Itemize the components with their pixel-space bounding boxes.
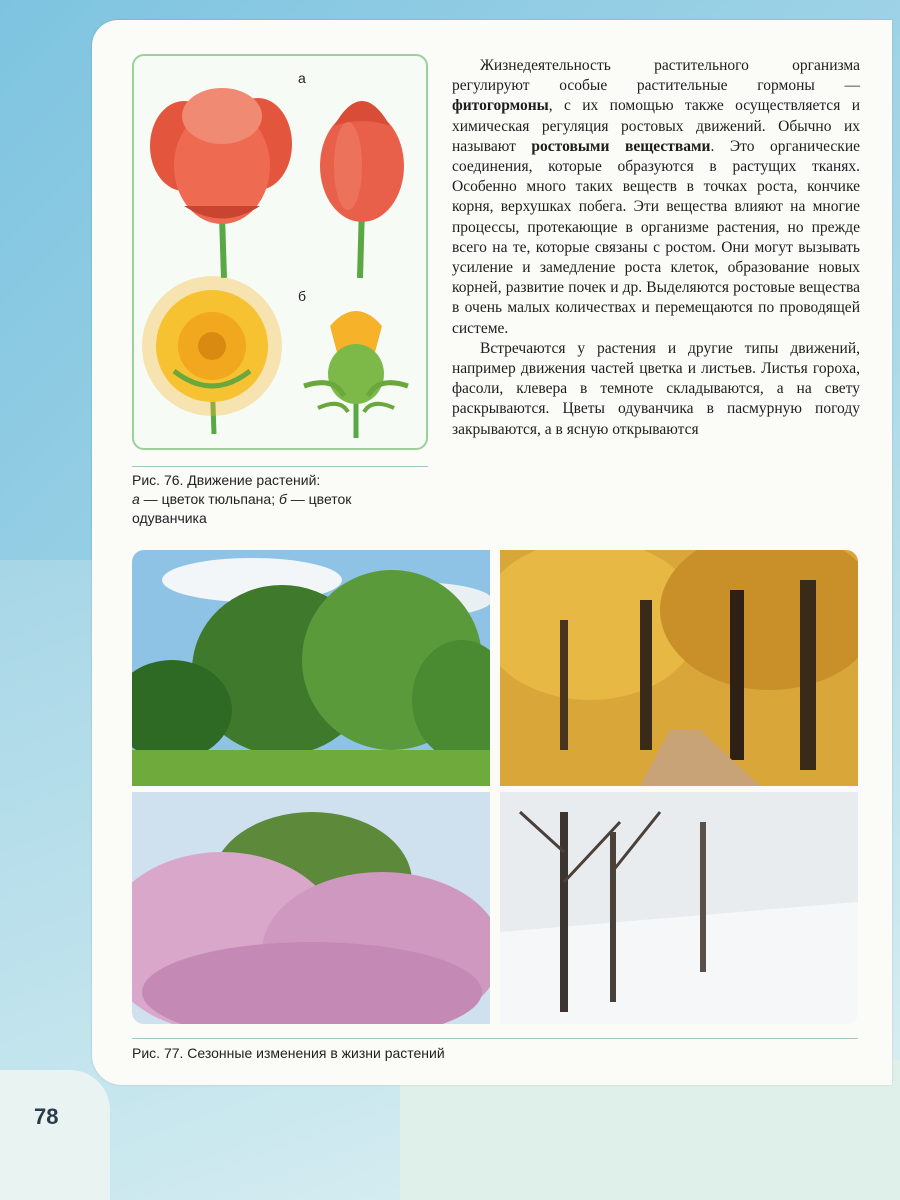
caption-rule	[132, 1038, 858, 1039]
figure-77-caption: Рис. 77. Сезонные изменения в жизни растений	[132, 1045, 445, 1061]
figure-label-a: а	[298, 70, 306, 86]
lilac-bush-photo	[132, 792, 490, 1024]
term-growth-substances: ростовыми веществами	[531, 137, 711, 155]
open-tulip-image	[150, 88, 292, 278]
open-dandelion-image	[142, 276, 282, 434]
summer-trees-photo	[132, 550, 490, 786]
figure-77-photos	[132, 550, 858, 1024]
paragraph-2: Встречаются у растения и другие типы движений, например движения частей цветка и листьев. Листья гороха, фасоли, клевера в темноте складываются, а на свету раскрываются. Цветы одуванчика в пасмурную погоду закрываются, а в ясную открываются	[452, 339, 860, 438]
caption-line: одуванчика	[132, 510, 207, 526]
figure-76-frame	[132, 54, 428, 450]
term-phytohormones: фитогормоны	[452, 97, 549, 115]
caption-rule	[132, 466, 428, 467]
closed-tulip-image	[320, 101, 404, 278]
page-number: 78	[34, 1104, 59, 1129]
autumn-forest-photo	[500, 550, 858, 786]
closing-dandelion-image	[304, 311, 408, 438]
winter-forest-photo	[500, 792, 858, 1024]
caption-line: Рис. 76. Движение растений:	[132, 472, 321, 488]
body-text	[452, 56, 860, 440]
paragraph-1: Жизнедеятельность растительного организма регулируют особые растительные гормоны — фитогормоны, с их помощью также осуществляется и химическая регуляция ростовых движений. Обычно их называют ростовыми веществами. Это органические соединения, которые образуются в растущих тканях. Особенно много таких веществ в точках роста, кончике корня, верхушках побега. Эти вещества влияют на многие процессы, протекающие в организме растения, но прежде всего на те, которые связаны с ростом. Они могут вызывать усиление и замедление роста клеток, образование новых корней, развитие почек и др. Выделяются ростовые вещества в очень малых количествах и перемещаются по проводящей системе.	[452, 57, 861, 337]
figure-label-b: б	[298, 288, 307, 304]
figure-76-caption	[132, 471, 432, 528]
flower-illustrations	[134, 56, 426, 448]
caption-line: а — цветок тюльпана; б — цветок	[132, 491, 352, 507]
page-corner	[0, 1070, 110, 1200]
